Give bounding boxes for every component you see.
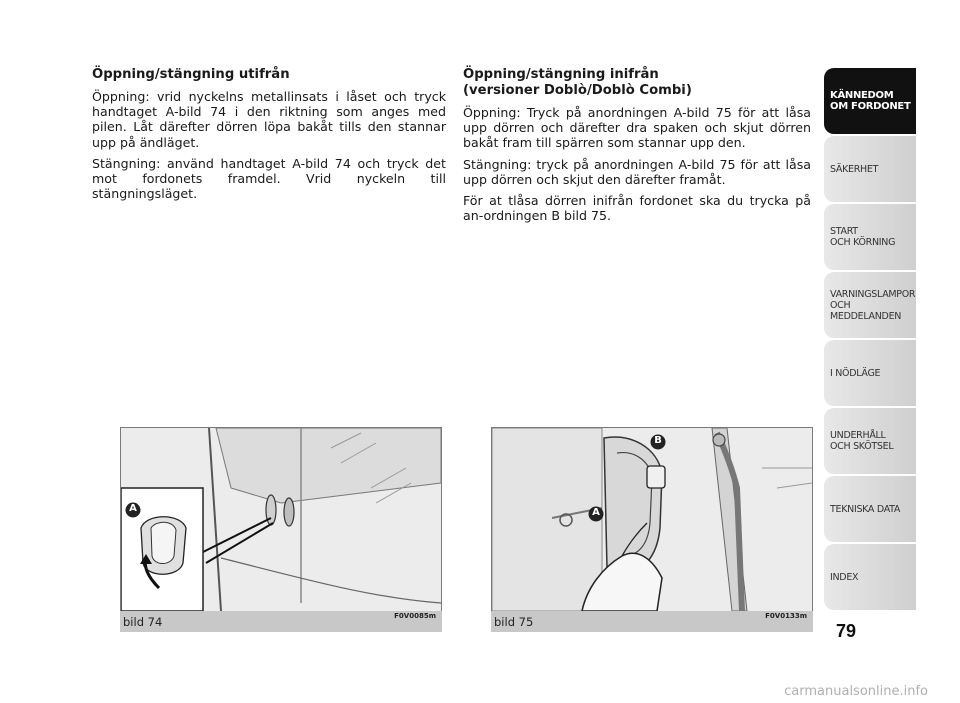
left-paragraph-2: Stängning: använd handtaget A-bild 74 och tryck det mot fordonets framdel. Vrid nyckeln till stängningsläget. [92,155,446,202]
right-paragraph-2: Stängning: tryck på anordningen A-bild 75 för att låsa upp dörren och skjut den därefter framåt. [463,156,811,187]
tab-kannedom[interactable]: KÄNNEDOM OM FORDONET [824,68,916,134]
left-column [92,67,446,207]
watermark: carmanualsonline.info [0,683,960,703]
left-paragraph-1: Öppning: vrid nyckelns metallinsats i låset och tryck handtaget A-bild 74 i den riktning som anges med pilen. Låt därefter dörren löpa bakåt tills den stannar upp på ändläget. [92,89,446,150]
chapter-sidebar [824,68,916,612]
callout-a-label: A [129,503,137,514]
tab-sakerhet[interactable]: SÄKERHET [824,136,916,202]
tab-tekniska-data[interactable]: TEKNISKA DATA [824,476,916,542]
figure-74 [120,427,442,612]
caption-bar-75 [491,611,813,632]
page-number: 79 [836,621,857,641]
right-heading [463,67,811,99]
callout-a-label-75: A [592,507,600,518]
caption-bar-74 [120,611,442,632]
right-paragraph-1: Öppning: Tryck på anordningen A-bild 75 för att låsa upp dörren och därefter dra spaken och skjut dörren bakåt fram till spärren som stannar upp den. [463,105,811,151]
figure-75-code: F0V0133m [765,612,807,620]
tab-nodlage[interactable]: I NÖDLÄGE [824,340,916,406]
tab-varningslampor[interactable]: VARNINGSLAMPOR OCH MEDDELANDEN [824,272,916,338]
tab-start[interactable]: START OCH KÖRNING [824,204,916,270]
right-paragraph-3: För at tlåsa dörren inifrån fordonet ska du trycka på an-ordningen B bild 75. [463,193,811,224]
right-column [463,67,811,229]
callout-b-label: B [654,435,662,446]
tab-underhall[interactable]: UNDERHÅLL OCH SKÖTSEL [824,408,916,474]
right-heading-line2: (versioner Doblò/Doblò Combi) [463,83,692,98]
right-heading-line1: Öppning/stängning inifrån [463,67,659,82]
figure-74-illustration [121,428,441,611]
tab-index[interactable]: INDEX [824,544,916,610]
figure-75 [491,427,813,612]
left-heading: Öppning/stängning utifrån [92,67,290,82]
figure-74-code: F0V0085m [394,612,436,620]
figure-75-caption: bild 75 [494,615,534,629]
figure-74-caption: bild 74 [123,615,163,629]
figure-75-illustration [492,428,812,611]
